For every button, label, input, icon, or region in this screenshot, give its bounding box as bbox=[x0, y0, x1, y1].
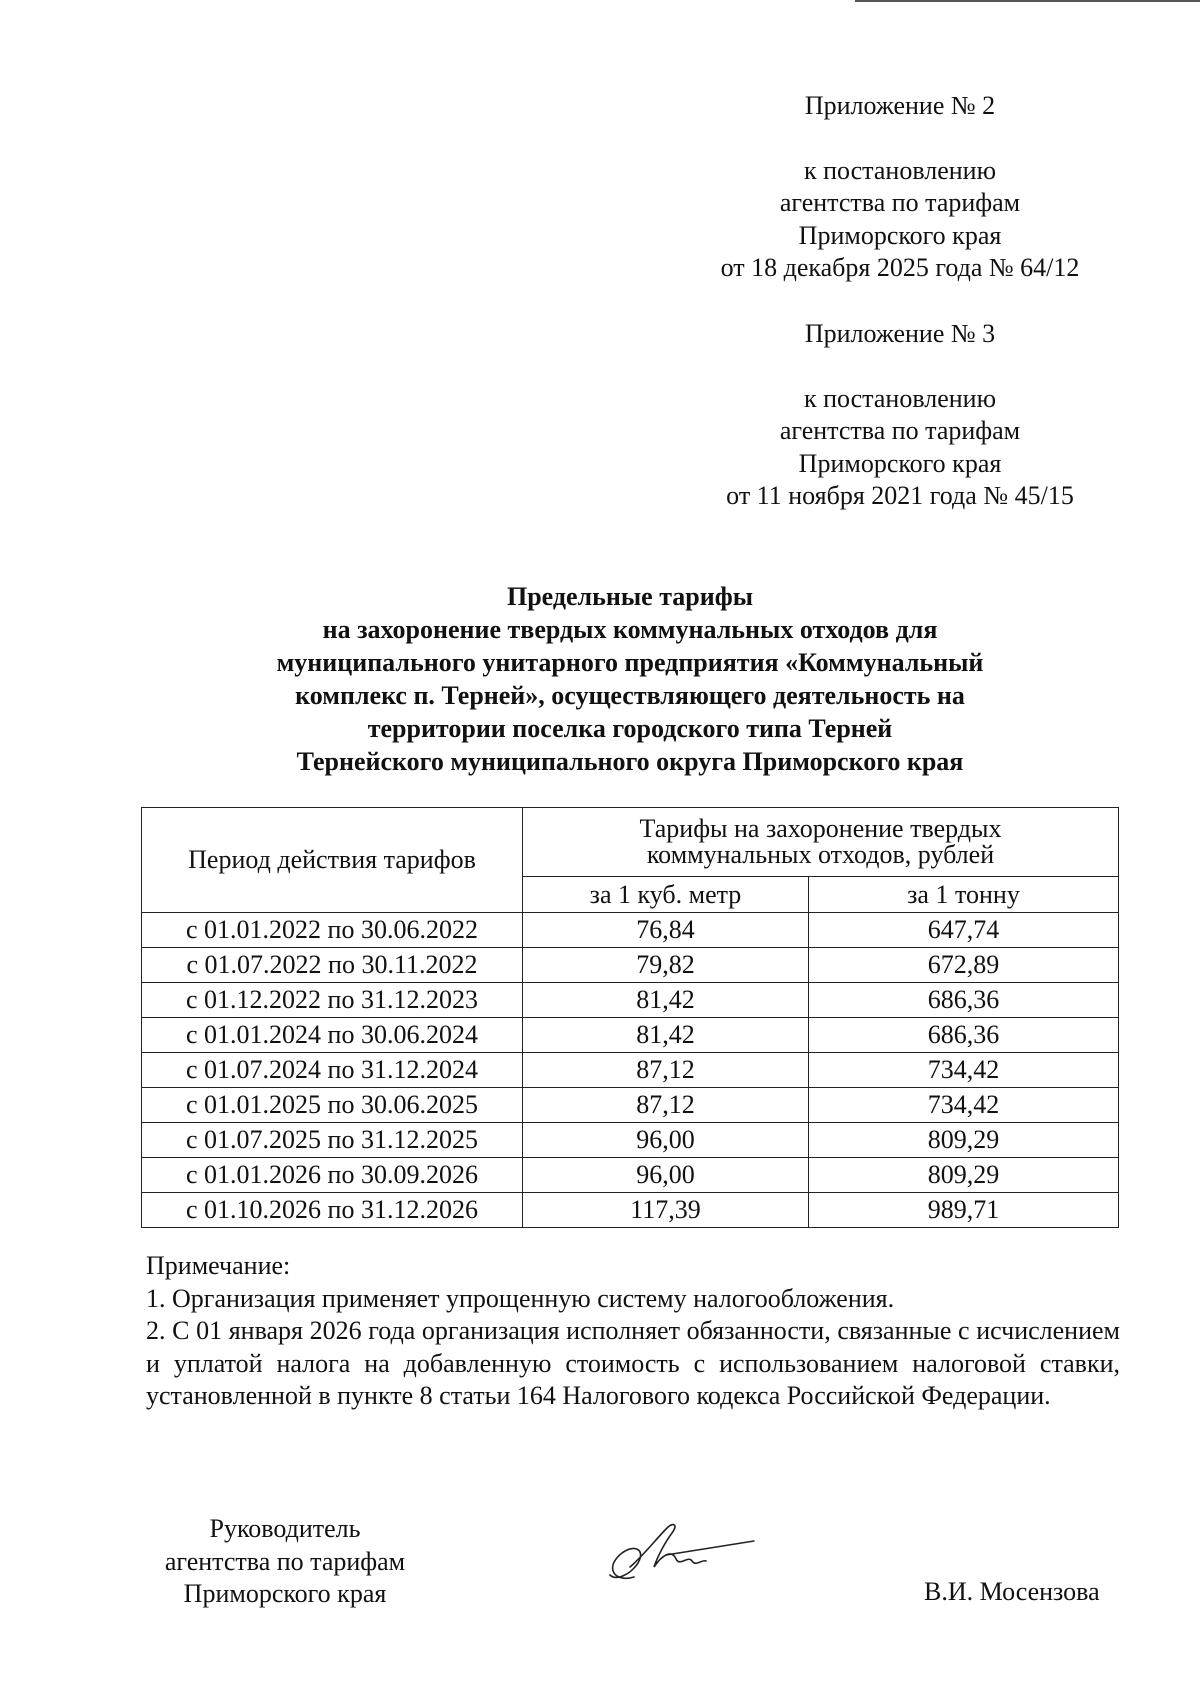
period-cell: с 01.01.2025 по 30.06.2025 bbox=[142, 1088, 523, 1123]
m3-cell: 79,82 bbox=[523, 948, 809, 983]
table-row bbox=[142, 1088, 1119, 1123]
period-header: Период действия тарифов bbox=[142, 808, 523, 913]
note-item: 1. Организация применяет упрощенную систему налогообложения. bbox=[146, 1283, 895, 1313]
notes-heading: Примечание: bbox=[146, 1251, 291, 1280]
table-row bbox=[142, 1193, 1119, 1228]
position-line: Руководитель bbox=[209, 1514, 361, 1543]
handwritten-signature bbox=[600, 1515, 760, 1595]
title-line: муниципального унитарного предприятия «Коммунальный bbox=[276, 648, 984, 677]
period-cell: с 01.01.2022 по 30.06.2022 bbox=[142, 913, 523, 948]
signer-name: В.И. Мосензова bbox=[924, 1577, 1100, 1606]
scan-edge-line bbox=[855, 0, 1200, 2]
m3-cell: 81,42 bbox=[523, 983, 809, 1018]
notes-section bbox=[146, 1250, 1120, 1413]
col-header-m3: за 1 куб. метр bbox=[523, 877, 809, 913]
position-line: Приморского края bbox=[183, 1579, 387, 1608]
table-row bbox=[142, 983, 1119, 1018]
appendix-2-line: от 18 декабря 2025 года № 64/12 bbox=[720, 253, 1080, 282]
table-row bbox=[142, 1018, 1119, 1053]
ton-cell: 686,36 bbox=[809, 983, 1119, 1018]
period-cell: с 01.12.2022 по 31.12.2023 bbox=[142, 983, 523, 1018]
table-row bbox=[142, 1158, 1119, 1193]
m3-cell: 117,39 bbox=[523, 1193, 809, 1228]
table-row bbox=[142, 913, 1119, 948]
tariff-group-header: Тарифы на захоронение твердых коммунальных отходов, рублей bbox=[523, 808, 1119, 877]
title-line: территории поселка городского типа Терней bbox=[367, 714, 893, 743]
ton-cell: 809,29 bbox=[809, 1158, 1119, 1193]
appendix-2-line: к постановлению bbox=[803, 155, 997, 185]
appendix-3-line: Приморского края bbox=[798, 448, 1002, 478]
m3-cell: 96,00 bbox=[523, 1158, 809, 1193]
appendix-3-line: агентства по тарифам bbox=[779, 416, 1021, 445]
position-line: агентства по тарифам bbox=[164, 1546, 406, 1576]
document-title bbox=[180, 580, 1080, 778]
appendix-3-line: от 11 ноября 2021 года № 45/15 bbox=[726, 481, 1074, 510]
m3-cell: 87,12 bbox=[523, 1053, 809, 1088]
ton-cell: 686,36 bbox=[809, 1018, 1119, 1053]
ton-cell: 734,42 bbox=[809, 1053, 1119, 1088]
appendix-2-line: агентства по тарифам bbox=[779, 188, 1021, 217]
signatory-position bbox=[140, 1513, 430, 1611]
note-item: 2. С 01 января 2026 года организация исполняет обязанности, связанные с исчислением и уплатой налога на добавленную стоимость с использованием налоговой ставки, установленной в пункте 8 статьи 164 Налогового кодекса Российской Федерации. bbox=[146, 1316, 1120, 1410]
appendix-2-line: Приморского края bbox=[798, 220, 1002, 250]
ton-cell: 734,42 bbox=[809, 1088, 1119, 1123]
ton-cell: 809,29 bbox=[809, 1123, 1119, 1158]
title-line: на захоронение твердых коммунальных отходов для bbox=[322, 615, 938, 644]
ton-cell: 647,74 bbox=[809, 913, 1119, 948]
col-header-ton: за 1 тонну bbox=[809, 877, 1119, 913]
table-header-row bbox=[142, 808, 1119, 877]
table-row bbox=[142, 948, 1119, 983]
m3-cell: 96,00 bbox=[523, 1123, 809, 1158]
appendix-3-title: Приложение № 3 bbox=[804, 319, 996, 348]
appendix-3-line: к постановлению bbox=[803, 383, 997, 413]
m3-cell: 76,84 bbox=[523, 913, 809, 948]
period-cell: с 01.01.2026 по 30.09.2026 bbox=[142, 1158, 523, 1193]
period-cell: с 01.07.2022 по 30.11.2022 bbox=[142, 948, 523, 983]
ton-cell: 672,89 bbox=[809, 948, 1119, 983]
appendix-2-header bbox=[680, 90, 1120, 285]
tariff-table bbox=[141, 807, 1119, 1228]
period-cell: с 01.10.2026 по 31.12.2026 bbox=[142, 1193, 523, 1228]
table-row bbox=[142, 1123, 1119, 1158]
period-cell: с 01.01.2024 по 30.06.2024 bbox=[142, 1018, 523, 1053]
ton-cell: 989,71 bbox=[809, 1193, 1119, 1228]
period-cell: с 01.07.2024 по 31.12.2024 bbox=[142, 1053, 523, 1088]
m3-cell: 87,12 bbox=[523, 1088, 809, 1123]
table-row bbox=[142, 1053, 1119, 1088]
title-line: комплекс п. Терней», осуществляющего деятельность на bbox=[295, 681, 965, 710]
appendix-2-title: Приложение № 2 bbox=[804, 91, 996, 120]
period-cell: с 01.07.2025 по 31.12.2025 bbox=[142, 1123, 523, 1158]
title-line: Тернейского муниципального округа Приморского края bbox=[296, 747, 964, 776]
m3-cell: 81,42 bbox=[523, 1018, 809, 1053]
appendix-3-header bbox=[680, 318, 1120, 513]
title-line: Предельные тарифы bbox=[506, 582, 754, 611]
